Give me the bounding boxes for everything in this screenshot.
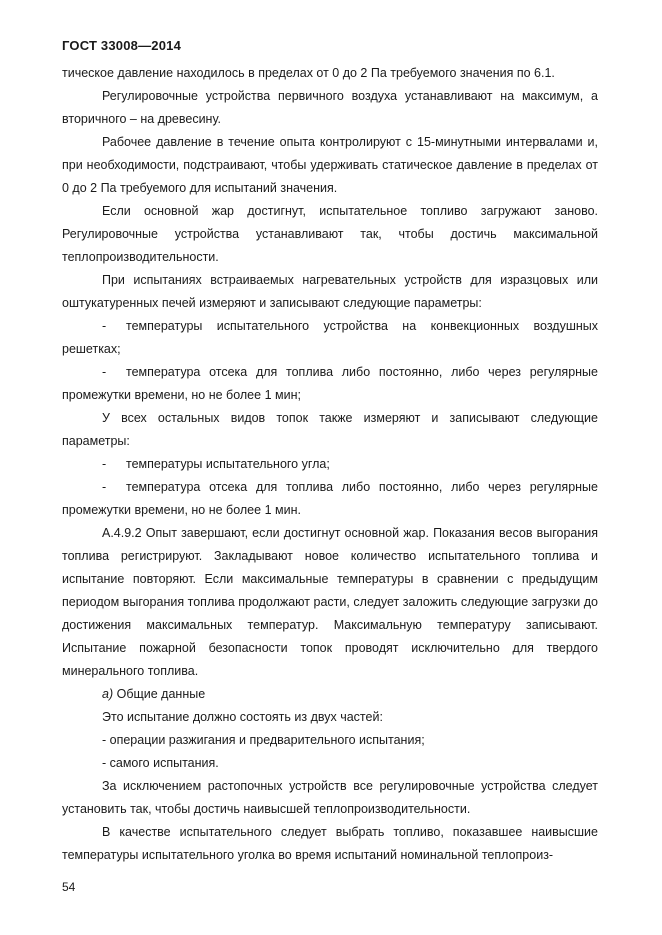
list-item — [62, 315, 598, 361]
paragraph-continuation: тическое давление находилось в пределах от 0 до 2 Па требуемого значения по 6.1. — [62, 66, 555, 80]
paragraph: - самого испытания. — [102, 756, 219, 770]
list-item — [62, 361, 598, 407]
list-item-text: температура отсека для топлива либо постоянно, либо через регулярные промежутки времени, но не более 1 мин. — [62, 480, 598, 517]
paragraph: За исключением растопочных устройств все регулировочные устройства следует установить так, чтобы достичь наивысшей теплопроизводительности. — [62, 779, 598, 816]
list-item — [62, 453, 598, 476]
list-item-text: температуры испытательного угла; — [126, 457, 330, 471]
paragraph: Рабочее давление в течение опыта контролируют с 15-минутными интервалами и, при необходимости, подстраивают, чтобы удерживать статическое давление в пределах от 0 до 2 Па требуемого для испытаний значения. — [62, 135, 598, 195]
paragraph: Регулировочные устройства первичного воздуха устанавливают на максимум, а вторичного – на древесину. — [62, 89, 598, 126]
paragraph: Если основной жар достигнут, испытательное топливо загружают заново. Регулировочные устройства устанавливают так, чтобы достичь максимальной теплопроизводительности. — [62, 204, 598, 264]
paragraph: - операции разжигания и предварительного испытания; — [102, 733, 425, 747]
list-item-text: температура отсека для топлива либо постоянно, либо через регулярные промежутки времени, но не более 1 мин; — [62, 365, 598, 402]
paragraph-clause-a4-9-2: А.4.9.2 Опыт завершают, если достигнут основной жар. Показания весов выгорания топлива регистрируют. Закладывают новое количество испытательного топлива и испытание повторяют. Если максимальные температуры в сравнении с предыдущим периодом выгорания топлива продолжают расти, следует заложить следующие загрузки до достижения максимальных температур. Максимальную температуру записывают. Испытание пожарной безопасности топок проводят исключительно для твердого минерального топлива. — [62, 526, 598, 678]
list-dash: - — [102, 457, 107, 471]
subsection-letter: а) — [102, 687, 114, 701]
document-body — [62, 62, 598, 867]
paragraph: Это испытание должно состоять из двух частей: — [102, 710, 383, 724]
subsection-title: Общие данные — [113, 687, 206, 701]
page-number: 54 — [62, 880, 76, 894]
paragraph: У всех остальных видов топок также измеряют и записывают следующие параметры: — [62, 411, 598, 448]
document-code-header: ГОСТ 33008—2014 — [62, 38, 181, 53]
list-dash: - — [102, 319, 107, 333]
paragraph: При испытаниях встраиваемых нагревательных устройств для изразцовых или оштукатуренных печей измеряют и записывают следующие параметры: — [62, 273, 598, 310]
paragraph: В качестве испытательного следует выбрать топливо, показавшее наивысшие температуры испытательного уголка во время испытаний номинальной теплопроиз- — [62, 825, 598, 862]
subsection-heading — [62, 683, 598, 706]
list-dash: - — [102, 365, 107, 379]
list-item — [62, 476, 598, 522]
list-dash: - — [102, 480, 107, 494]
list-item-text: температуры испытательного устройства на конвекционных воздушных решетках; — [62, 319, 598, 356]
